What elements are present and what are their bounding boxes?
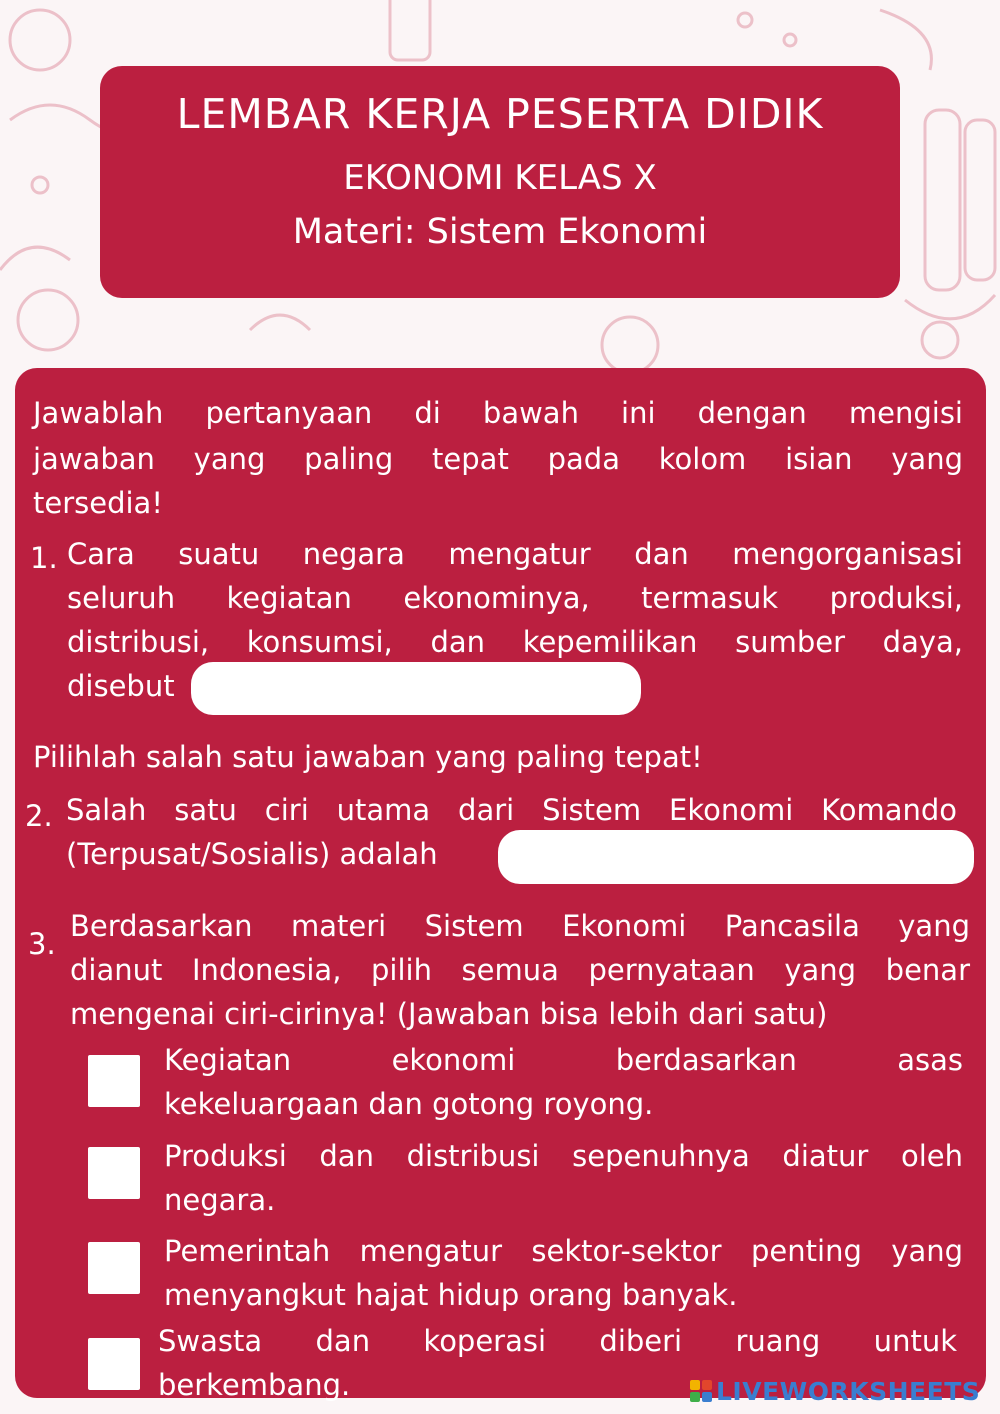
instruction-1-line-2: jawaban yang paling tepat pada kolom isian yang [33,442,963,476]
option-3-line-1: Pemerintah mengatur sektor-sektor penting yang [164,1234,963,1268]
option-4-line-2: berkembang. [158,1368,351,1402]
option-1-checkbox[interactable] [88,1055,140,1107]
question-1-line-3: distribusi, konsumsi, dan kepemilikan sumber daya, [67,625,963,659]
question-3-line-2: dianut Indonesia, pilih semua pernyataan yang benar [70,953,970,987]
option-1-line-1: Kegiatan ekonomi berdasarkan asas [164,1043,963,1077]
question-2-line-1: Salah satu ciri utama dari Sistem Ekonomi Komando [66,793,957,827]
header-banner [100,66,900,298]
question-2-answer-field[interactable] [498,830,974,884]
option-2-line-1: Produksi dan distribusi sepenuhnya diatur oleh [164,1139,963,1173]
option-3-line-2: menyangkut hajat hidup orang banyak. [164,1278,738,1312]
instruction-2: Pilihlah salah satu jawaban yang paling tepat! [33,740,703,774]
question-3-line-3: mengenai ciri-cirinya! (Jawaban bisa lebih dari satu) [70,997,828,1031]
instruction-1-line-3: tersedia! [33,486,163,520]
instruction-1-line-1: Jawablah pertanyaan di bawah ini dengan mengisi [33,396,963,430]
question-3-line-1: Berdasarkan materi Sistem Ekonomi Pancasila yang [70,909,970,943]
watermark-text: LIVEWORKSHEETS [716,1376,981,1406]
question-1-answer-field[interactable] [191,662,641,715]
question-1-line-4: disebut [67,669,175,703]
option-4-checkbox[interactable] [88,1338,140,1390]
question-1-line-1: Cara suatu negara mengatur dan mengorganisasi [67,537,963,571]
worksheet-title: LEMBAR KERJA PESERTA DIDIK [176,90,824,138]
liveworksheets-logo-icon [690,1380,712,1402]
option-4-line-1: Swasta dan koperasi diberi ruang untuk [158,1324,957,1358]
worksheet-topic: Materi: Sistem Ekonomi [292,212,708,252]
option-1-line-2: kekeluargaan dan gotong royong. [164,1087,654,1121]
question-1-number: 1. [30,541,58,575]
liveworksheets-watermark [690,1373,980,1409]
question-2-line-2: (Terpusat/Sosialis) adalah [66,837,438,871]
option-2-line-2: negara. [164,1183,276,1217]
option-2-checkbox[interactable] [88,1147,140,1199]
worksheet-subtitle: EKONOMI KELAS X [343,158,657,198]
question-2-number: 2. [25,799,53,833]
question-1-line-2: seluruh kegiatan ekonominya, termasuk produksi, [67,581,963,615]
question-3-number: 3. [28,927,56,961]
option-3-checkbox[interactable] [88,1242,140,1294]
